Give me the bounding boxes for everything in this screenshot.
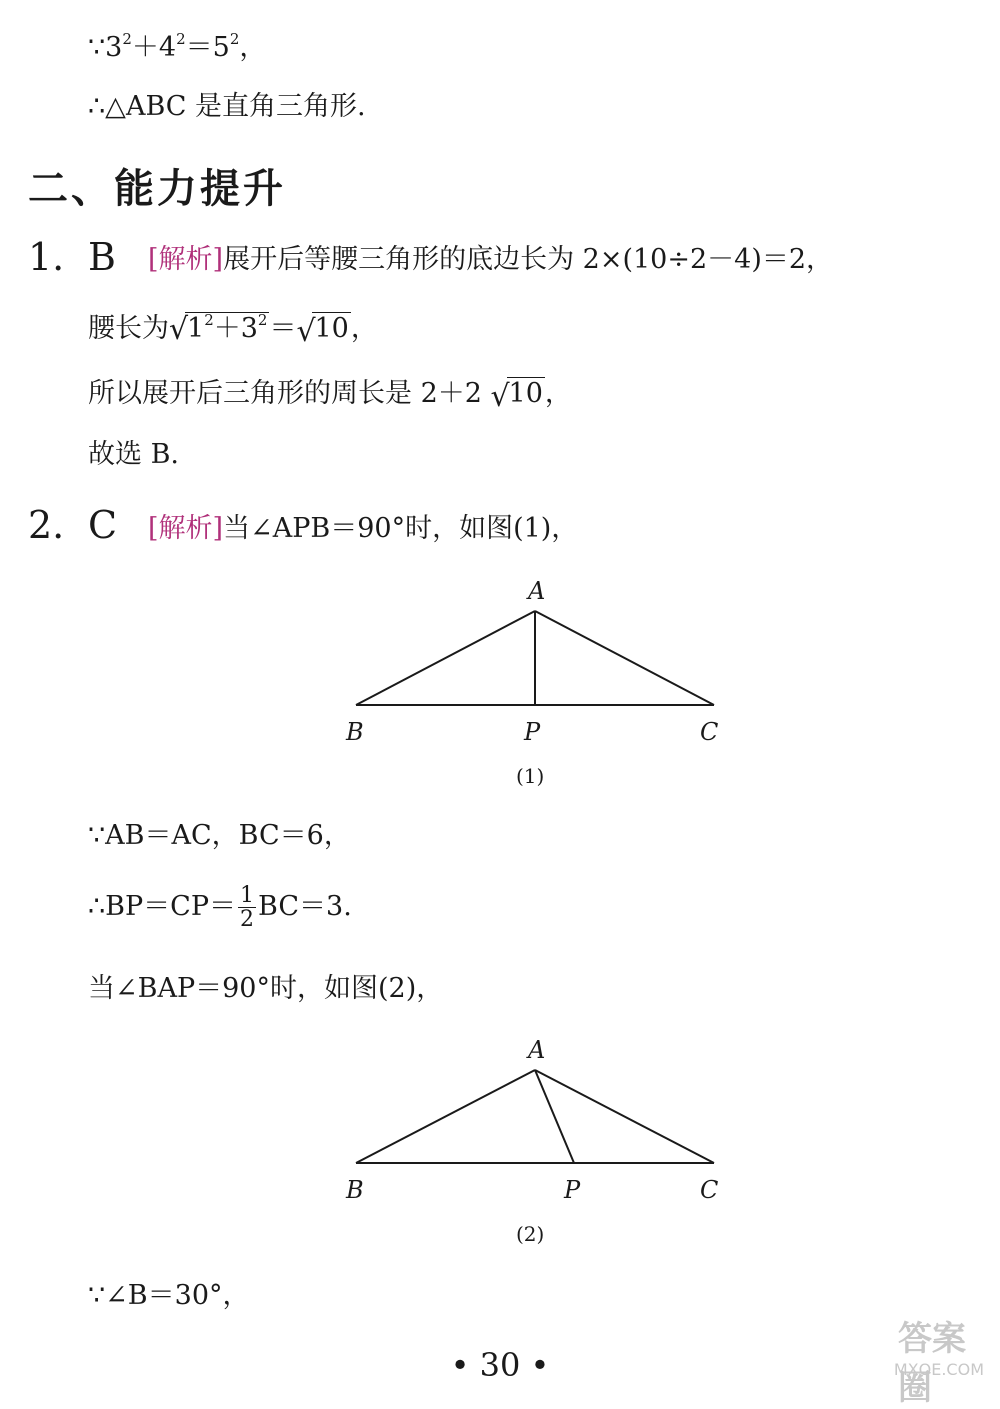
watermark-url: MXQE.COM (893, 1360, 984, 1379)
watermark-logo (893, 1309, 988, 1408)
question-2-line-4: 当∠BAP＝90°时，如图(2)， (88, 973, 444, 1004)
question-1-line-3: 所以展开后三角形的周长是 2＋2 √ 10， (88, 378, 572, 414)
proof-line-conclusion: ∴△ABC 是直角三角形. (88, 91, 366, 122)
analysis-tag: [解析] (148, 513, 224, 544)
triangle-figure-1 (330, 575, 750, 790)
figure-caption: (2) (516, 1222, 545, 1246)
side-ab (356, 611, 535, 705)
question-2-number: 2. (28, 503, 65, 547)
question-2-line-2: ∵AB＝AC，BC＝6， (88, 820, 351, 851)
sqrt-expression: √ 10 (490, 378, 543, 414)
question-1-line-2: 腰长为 √ $1^2+3^2=$ √ 10， (88, 311, 378, 349)
watermark-text: 答案圈 (898, 1319, 966, 1408)
triangle-figure-2 (330, 1033, 750, 1248)
question-2-line-5: ∵∠B＝30°， (88, 1280, 250, 1311)
segment-ap (535, 1070, 574, 1163)
figure-caption: (1) (516, 764, 545, 788)
vertex-label-p: P (564, 1176, 581, 1204)
proof-line-pythagorean: $\because 3^2+4^2=5^2$， (88, 30, 267, 63)
sqrt-expression: √ 10 (296, 313, 349, 349)
vertex-label-b: B (346, 718, 364, 746)
side-ac (535, 611, 714, 705)
fraction-one-half: $\frac{1}{2}$ (240, 883, 255, 933)
page-number: • 30 • (450, 1346, 550, 1384)
vertex-label-p: P (524, 718, 541, 746)
question-1-line-4: 故选 B. (88, 439, 180, 470)
question-1-answer: B (88, 235, 116, 279)
vertex-label-a: A (528, 577, 546, 605)
question-2-line-1: [解析]当∠APB＝90°时，如图(1)， (148, 513, 579, 544)
vertex-label-c: C (700, 718, 719, 746)
vertex-label-c: C (700, 1176, 719, 1204)
side-ab (356, 1070, 535, 1163)
section-title: 二、能力提升 (28, 166, 286, 212)
side-ac (535, 1070, 714, 1163)
question-1-line-1: [解析]展开后等腰三角形的底边长为 2×(10÷2－4)＝2， (148, 244, 834, 275)
question-1-number: 1. (28, 235, 65, 279)
vertex-label-b: B (346, 1176, 364, 1204)
vertex-label-a: A (528, 1036, 546, 1064)
question-2-answer: C (88, 503, 118, 547)
question-2-line-3: ∴BP＝CP＝ $\frac{1}{2}$ BC＝3. (88, 883, 352, 933)
analysis-tag: [解析] (148, 244, 224, 275)
sqrt-expression: √ $1^2+3^2$ (169, 311, 268, 347)
